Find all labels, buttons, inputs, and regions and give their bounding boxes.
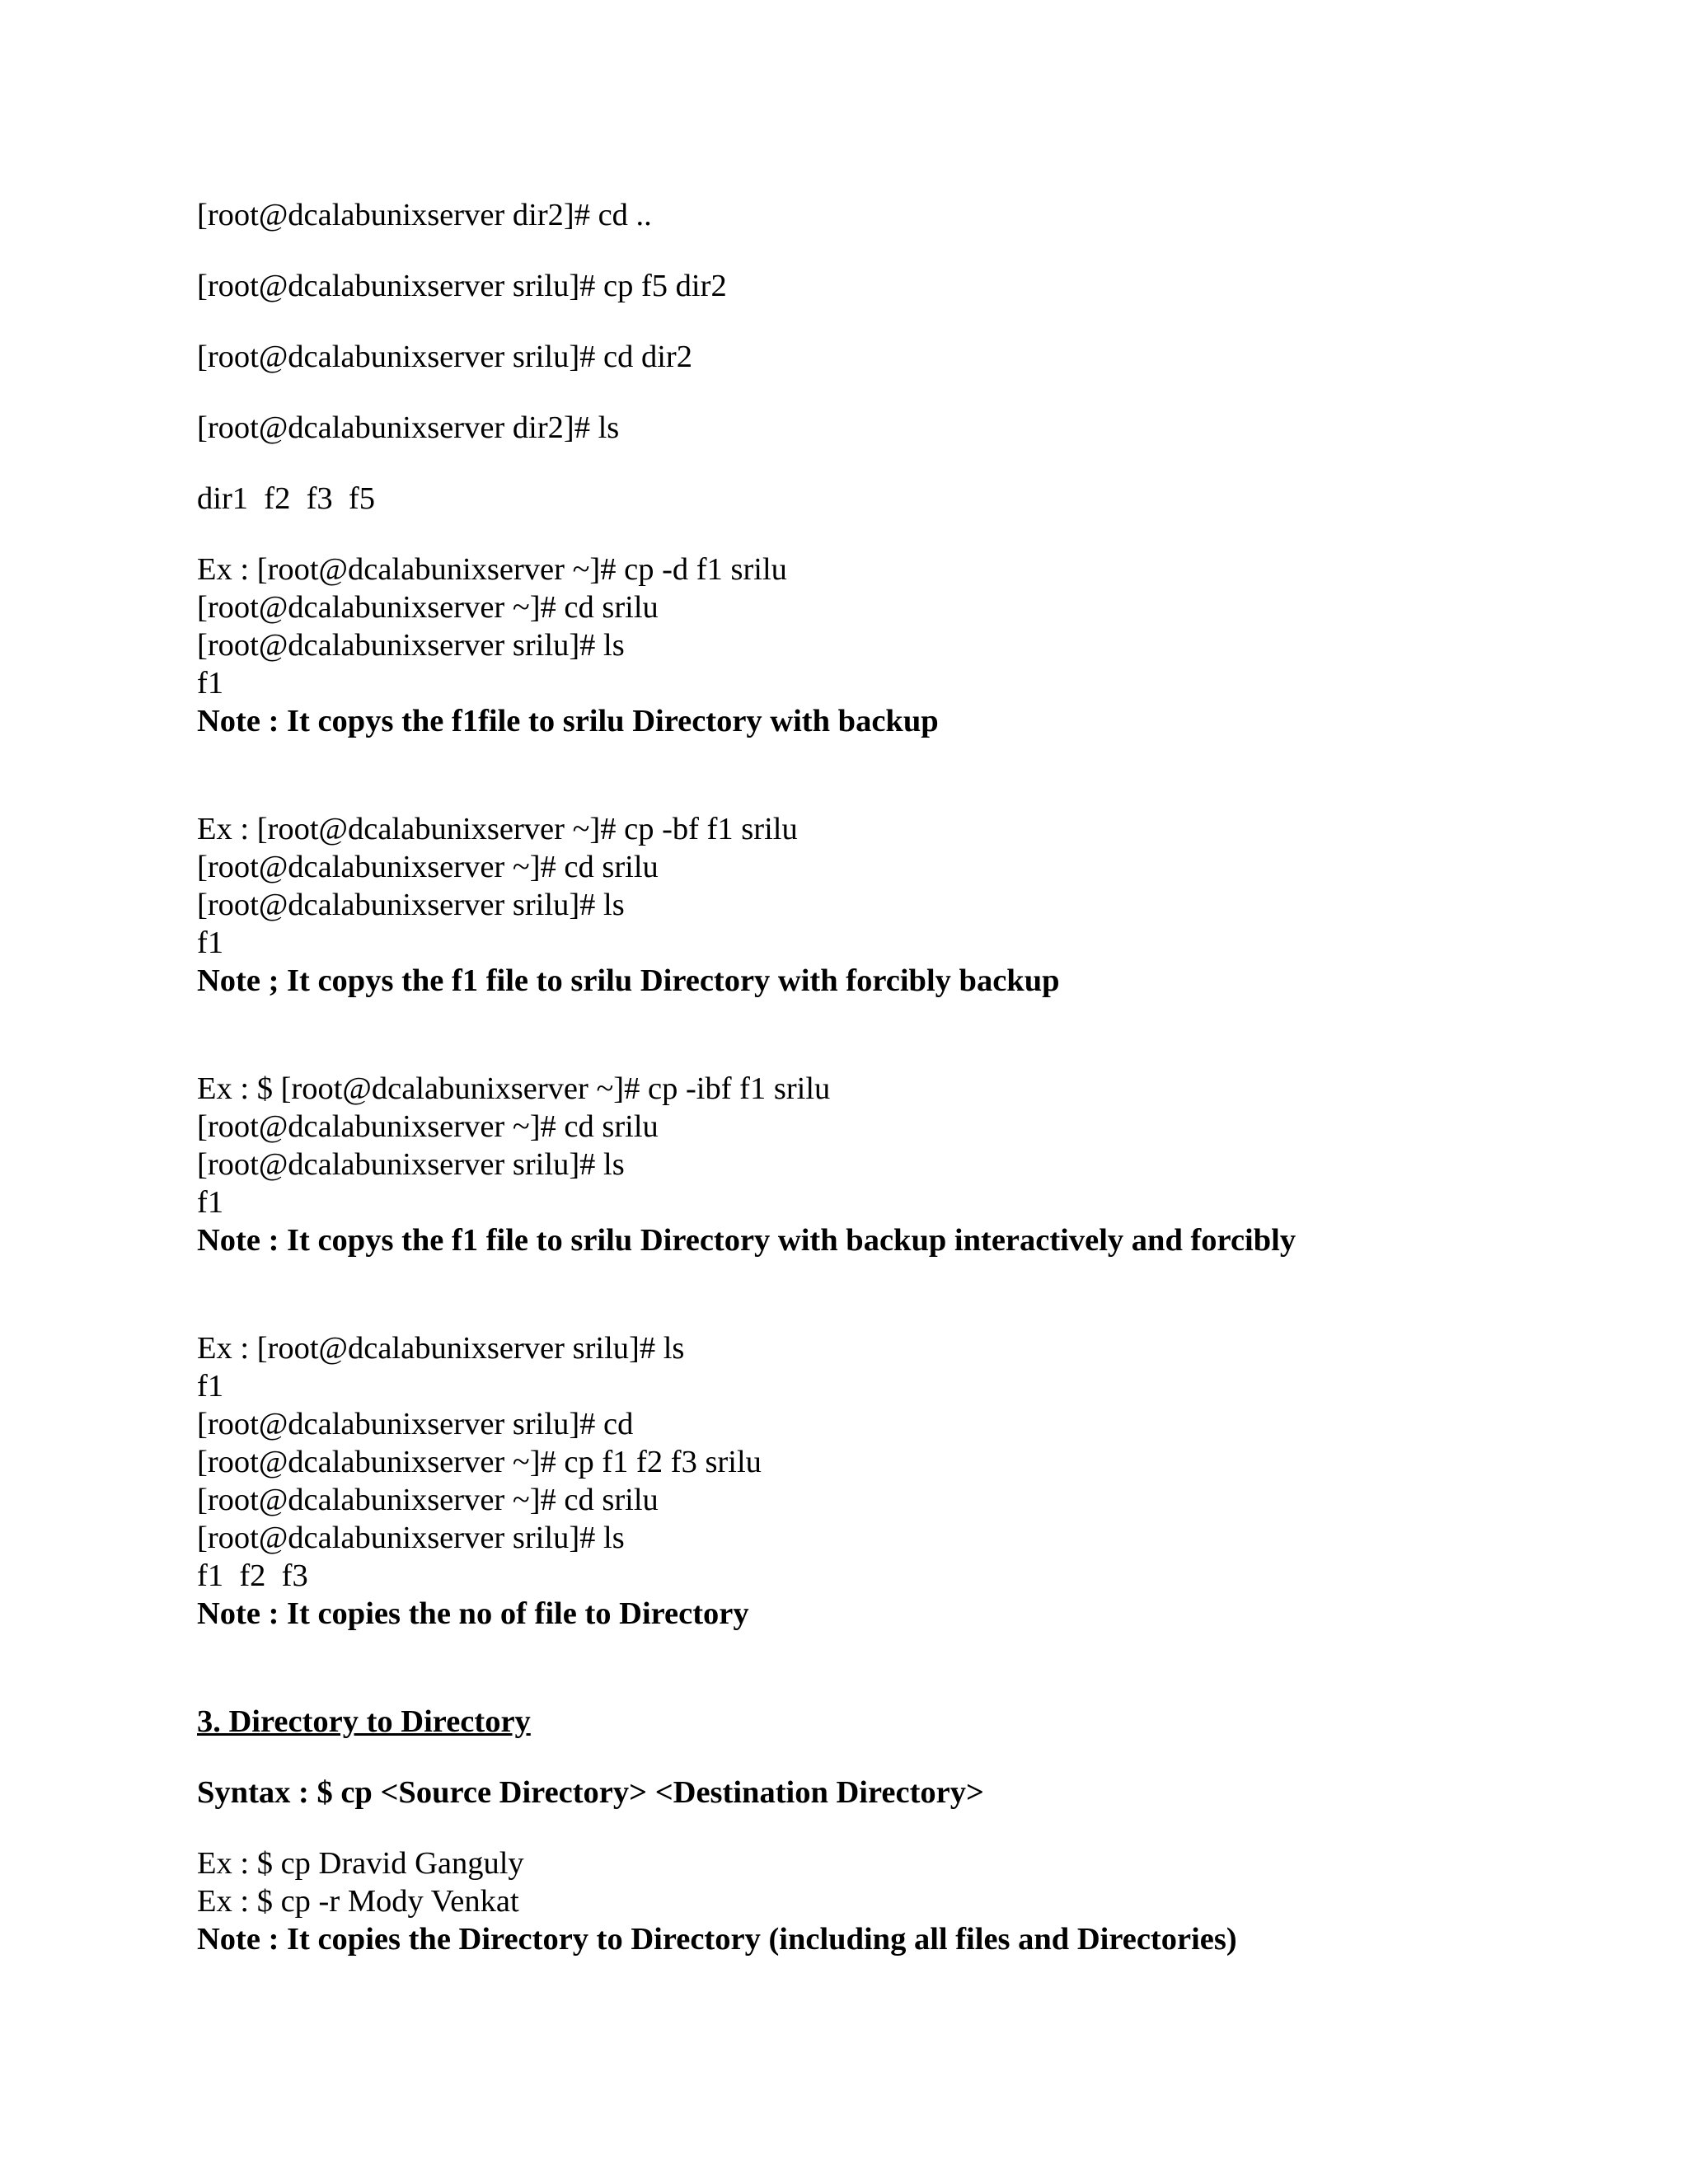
example-block	[197, 551, 1598, 740]
command-line: [root@dcalabunixserver dir2]# ls	[197, 410, 620, 445]
syntax-line: Syntax : $ cp <Source Directory> <Destination Directory>	[197, 1775, 984, 1810]
example-line: Ex : $ [root@dcalabunixserver ~]# cp -ibf f1 srilu	[197, 1071, 831, 1106]
example-line: f1 f2 f3	[197, 1558, 308, 1593]
example-line: [root@dcalabunixserver srilu]# ls	[197, 1521, 625, 1555]
example-block	[197, 1329, 1598, 1633]
command-output: dir1 f2 f3 f5	[197, 481, 375, 516]
command-line: [root@dcalabunixserver dir2]# cd ..	[197, 198, 652, 232]
example-block	[197, 810, 1598, 1000]
example-line: f1	[197, 926, 224, 960]
example-line: [root@dcalabunixserver srilu]# ls	[197, 888, 625, 922]
section-heading: 3. Directory to Directory	[197, 1704, 531, 1739]
example-line: [root@dcalabunixserver srilu]# ls	[197, 628, 625, 663]
example-line: [root@dcalabunixserver ~]# cd srilu	[197, 590, 659, 625]
example-line: [root@dcalabunixserver srilu]# cd	[197, 1407, 634, 1441]
example-block	[197, 1070, 1598, 1259]
example-line: Ex : $ cp -r Mody Venkat	[197, 1884, 519, 1919]
example-line: Ex : $ cp Dravid Ganguly	[197, 1846, 524, 1881]
example-note: Note : It copys the f1 file to srilu Directory with backup interactively and forcibly	[197, 1223, 1296, 1258]
document-content	[197, 196, 1598, 1958]
example-note: Note : It copys the f1file to srilu Directory with backup	[197, 704, 939, 738]
command-line: [root@dcalabunixserver srilu]# cp f5 dir2	[197, 269, 727, 303]
example-line: f1	[197, 1369, 224, 1404]
command-line: [root@dcalabunixserver srilu]# cd dir2	[197, 340, 692, 374]
section-note: Note : It copies the Directory to Directory (including all files and Directories)	[197, 1922, 1237, 1957]
example-line: f1	[197, 1185, 224, 1220]
example-line: f1	[197, 666, 224, 701]
example-line: [root@dcalabunixserver ~]# cd srilu	[197, 1109, 659, 1144]
example-note: Note : It copies the no of file to Directory	[197, 1596, 749, 1631]
example-line: Ex : [root@dcalabunixserver ~]# cp -bf f1 srilu	[197, 812, 798, 846]
example-line: [root@dcalabunixserver ~]# cp f1 f2 f3 srilu	[197, 1445, 762, 1479]
section-directory-to-directory	[197, 1703, 1598, 1958]
example-line: Ex : [root@dcalabunixserver srilu]# ls	[197, 1331, 685, 1366]
example-line: [root@dcalabunixserver ~]# cd srilu	[197, 850, 659, 884]
example-line: [root@dcalabunixserver ~]# cd srilu	[197, 1483, 659, 1517]
example-note: Note ; It copys the f1 file to srilu Directory with forcibly backup	[197, 963, 1060, 998]
example-line: [root@dcalabunixserver srilu]# ls	[197, 1147, 625, 1182]
example-line: Ex : [root@dcalabunixserver ~]# cp -d f1 srilu	[197, 552, 787, 587]
